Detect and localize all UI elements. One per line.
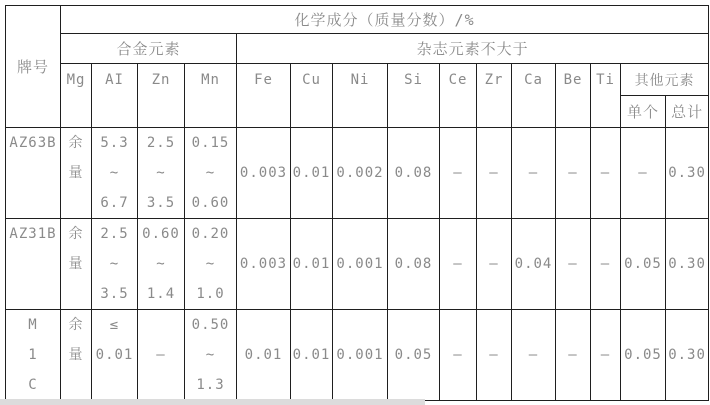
cell-line: 0.003 <box>239 256 288 272</box>
cell-line: — <box>568 256 578 272</box>
cell-line <box>333 279 387 309</box>
cell-fe <box>237 128 291 219</box>
column-header-label: Mg <box>66 72 86 88</box>
cell-line <box>388 279 439 309</box>
column-header-label: Zn <box>151 72 171 88</box>
cell-line <box>237 279 290 309</box>
cell-line <box>621 128 665 158</box>
cell-line <box>291 310 332 340</box>
column-header-si <box>388 64 440 128</box>
cell-line <box>291 128 332 158</box>
cell-line <box>666 188 708 218</box>
cell-mg <box>61 310 92 401</box>
cell-line <box>621 219 665 249</box>
cell-line <box>477 188 511 218</box>
cell-line: 0.01 <box>292 256 331 272</box>
cell-ai <box>92 310 138 401</box>
cell-be <box>556 310 591 401</box>
cell-line: 0.15 <box>191 135 230 151</box>
cell-si <box>388 219 440 310</box>
column-header-ni <box>333 64 388 128</box>
cell-line <box>440 310 476 340</box>
column-header-label: Ti <box>596 72 615 88</box>
cell-line: 0.05 <box>624 256 662 272</box>
cell-line <box>512 219 555 249</box>
column-header-label: Zr <box>484 72 504 88</box>
column-header-label: Mn <box>201 72 220 88</box>
cell-line <box>591 370 620 400</box>
cell-line <box>666 279 708 309</box>
cell-ni <box>333 219 388 310</box>
column-header-label: Cu <box>302 72 321 88</box>
table-row <box>6 310 709 401</box>
cell-line: — <box>453 165 463 181</box>
chemical-composition-table <box>5 5 709 401</box>
cell-line: 0.30 <box>668 165 706 181</box>
cell-line: 0.20 <box>191 226 230 242</box>
cell-line: 量 <box>68 165 84 181</box>
cell-line <box>591 188 620 218</box>
cell-cu <box>291 128 333 219</box>
cell-line <box>477 279 511 309</box>
cell-total <box>666 128 709 219</box>
cell-zr <box>477 310 512 401</box>
column-header-ti <box>591 64 621 128</box>
cell-line: M <box>28 317 38 333</box>
main-title-header: 化学成分（质量分数）/% <box>61 6 709 34</box>
column-header-label: Si <box>404 72 423 88</box>
cell-be <box>556 219 591 310</box>
cell-line: ~ <box>156 256 166 272</box>
cell-line <box>477 310 511 340</box>
cell-line <box>388 219 439 249</box>
cell-line: — <box>600 256 611 272</box>
cell-mn <box>185 128 237 219</box>
cell-line: 余 <box>68 226 84 242</box>
cell-zr <box>477 128 512 219</box>
cell-line <box>333 219 387 249</box>
cell-zn <box>138 219 185 310</box>
other-elements-header: 其他元素 <box>621 64 709 96</box>
cell-line <box>477 128 511 158</box>
column-header-label: Fe <box>254 72 273 88</box>
column-header-ai <box>92 64 138 128</box>
cell-line <box>621 279 665 309</box>
cell-mn <box>185 219 237 310</box>
cell-line: — <box>453 347 463 363</box>
cell-mg <box>61 219 92 310</box>
table-row <box>6 128 709 219</box>
cell-line: AZ31B <box>9 226 57 242</box>
cell-si <box>388 128 440 219</box>
cell-line: 1.4 <box>146 286 176 302</box>
cell-line: 0.003 <box>239 165 288 181</box>
cell-line <box>512 128 555 158</box>
cell-line <box>440 128 476 158</box>
cell-line: 量 <box>68 347 84 363</box>
cell-ce <box>440 310 477 401</box>
cell-line <box>512 279 555 309</box>
cell-line: 0.08 <box>394 256 433 272</box>
cell-grade <box>6 128 61 219</box>
column-header-mn <box>185 64 237 128</box>
cell-line: 余 <box>68 135 84 151</box>
cell-line: 2.5 <box>146 135 176 151</box>
cell-single <box>621 310 666 401</box>
cell-line <box>477 219 511 249</box>
column-header-zn <box>138 64 185 128</box>
cell-line: 1.0 <box>196 286 225 302</box>
cell-line: 0.001 <box>336 347 384 363</box>
cell-line: 0.50 <box>191 317 230 333</box>
cell-zr <box>477 219 512 310</box>
cell-total <box>666 219 709 310</box>
cell-line <box>666 370 708 400</box>
column-header-ce <box>440 64 477 128</box>
cell-line: — <box>489 256 499 272</box>
cell-line <box>512 370 555 400</box>
cell-ce <box>440 128 477 219</box>
cell-line: 0.30 <box>668 347 706 363</box>
cell-line <box>333 370 387 400</box>
cell-line <box>6 188 60 218</box>
cell-line: 0.05 <box>394 347 433 363</box>
cell-line <box>6 158 60 188</box>
cell-line <box>237 219 290 249</box>
cell-grade <box>6 310 61 401</box>
cell-line <box>6 279 60 309</box>
alloy-elements-group-header: 合金元素 <box>61 34 237 64</box>
cell-line: — <box>489 347 499 363</box>
cell-line <box>291 279 332 309</box>
cell-ti <box>591 128 621 219</box>
cell-line <box>666 219 708 249</box>
cell-ni <box>333 310 388 401</box>
cell-line <box>237 310 290 340</box>
cell-line <box>6 249 60 279</box>
cell-line: ~ <box>205 165 216 181</box>
column-header-label: Ca <box>524 72 543 88</box>
cell-total <box>666 310 709 401</box>
cell-line <box>440 188 476 218</box>
cell-line: ~ <box>109 165 120 181</box>
cell-line: ~ <box>156 165 166 181</box>
cell-line: 0.01 <box>292 165 331 181</box>
cell-line <box>591 128 620 158</box>
cell-line <box>556 279 590 309</box>
cell-line <box>440 219 476 249</box>
cell-ca <box>512 128 556 219</box>
cell-grade <box>6 219 61 310</box>
cell-line: — <box>600 165 611 181</box>
cell-line <box>666 128 708 158</box>
cell-line <box>92 370 137 400</box>
cell-line <box>237 370 290 400</box>
cell-line <box>621 310 665 340</box>
cell-line <box>388 310 439 340</box>
cell-line: 0.04 <box>514 256 553 272</box>
cell-ce <box>440 219 477 310</box>
cell-line <box>591 279 620 309</box>
cell-single <box>621 128 666 219</box>
cell-line: 0.60 <box>142 226 180 242</box>
cell-line <box>556 128 590 158</box>
cell-line <box>61 279 91 309</box>
cell-line <box>440 279 476 309</box>
cell-cu <box>291 310 333 401</box>
cell-line <box>333 128 387 158</box>
cell-line <box>621 188 665 218</box>
cell-mn <box>185 310 237 401</box>
cell-line: 6.7 <box>100 195 129 211</box>
cell-line <box>388 370 439 400</box>
cell-line <box>556 188 590 218</box>
cell-line: 1.3 <box>196 377 225 393</box>
cell-line <box>237 128 290 158</box>
cell-line: 0.002 <box>336 165 384 181</box>
cell-single <box>621 219 666 310</box>
cell-line <box>291 370 332 400</box>
cell-line <box>388 188 439 218</box>
cell-line: AZ63B <box>9 135 57 151</box>
cell-line: 3.5 <box>146 195 176 211</box>
cell-line: 0.05 <box>624 347 662 363</box>
cell-mg <box>61 128 92 219</box>
cell-line: — <box>568 165 578 181</box>
cell-zn <box>138 310 185 401</box>
column-header-fe <box>237 64 291 128</box>
grade-column-header: 牌号 <box>6 6 61 128</box>
cell-line: ~ <box>205 347 216 363</box>
cell-line <box>440 370 476 400</box>
cell-line: 0.30 <box>668 256 706 272</box>
cell-line <box>333 188 387 218</box>
cell-line <box>388 128 439 158</box>
cell-line <box>138 370 184 400</box>
cell-line <box>477 370 511 400</box>
bottom-gray-strip <box>0 399 425 405</box>
cell-be <box>556 128 591 219</box>
cell-line: 0.01 <box>244 347 283 363</box>
cell-ti <box>591 219 621 310</box>
column-header-cu <box>291 64 333 128</box>
cell-line: 1 <box>28 347 38 363</box>
cell-fe <box>237 219 291 310</box>
cell-line <box>512 188 555 218</box>
column-header-label: Ce <box>448 72 468 88</box>
cell-line <box>61 370 91 400</box>
cell-line <box>556 310 590 340</box>
cell-line <box>138 310 184 340</box>
cell-line <box>291 219 332 249</box>
cell-ai <box>92 128 138 219</box>
cell-line: — <box>600 347 611 363</box>
cell-line <box>591 219 620 249</box>
cell-ca <box>512 219 556 310</box>
cell-line: 0.01 <box>292 347 331 363</box>
cell-line: 3.5 <box>100 286 129 302</box>
cell-line: 0.01 <box>95 347 134 363</box>
cell-ni <box>333 128 388 219</box>
cell-zn <box>138 128 185 219</box>
cell-fe <box>237 310 291 401</box>
cell-line <box>61 188 91 218</box>
column-header-label: Be <box>563 72 583 88</box>
cell-line: — <box>489 165 499 181</box>
column-header-zr <box>477 64 512 128</box>
cell-line: — <box>568 347 578 363</box>
cell-line: 0.60 <box>191 195 230 211</box>
column-header-be <box>556 64 591 128</box>
cell-line: ≤ <box>109 317 120 333</box>
cell-line <box>556 370 590 400</box>
column-header-label: Ni <box>350 72 370 88</box>
cell-line: — <box>453 256 463 272</box>
cell-ai <box>92 219 138 310</box>
cell-line: — <box>528 347 539 363</box>
cell-line: — <box>638 165 648 181</box>
column-header-label: AI <box>105 72 124 88</box>
cell-line: ~ <box>109 256 120 272</box>
cell-line: — <box>156 347 166 363</box>
cell-line: 余 <box>68 317 84 333</box>
cell-line: 0.001 <box>336 256 384 272</box>
cell-line <box>291 188 332 218</box>
cell-line <box>591 310 620 340</box>
column-header-single: 单个 <box>621 96 666 128</box>
cell-line: C <box>28 377 38 393</box>
cell-line: 0.08 <box>394 165 433 181</box>
cell-line: ~ <box>205 256 216 272</box>
impurity-elements-group-header: 杂志元素不大于 <box>237 34 709 64</box>
cell-line: — <box>528 165 539 181</box>
cell-line: 2.5 <box>100 226 129 242</box>
cell-line <box>666 310 708 340</box>
cell-line <box>333 310 387 340</box>
cell-line <box>621 370 665 400</box>
column-header-ca <box>512 64 556 128</box>
cell-line <box>556 219 590 249</box>
cell-line <box>237 188 290 218</box>
table-row <box>6 219 709 310</box>
cell-ca <box>512 310 556 401</box>
cell-si <box>388 310 440 401</box>
cell-line: 量 <box>68 256 84 272</box>
cell-line: 5.3 <box>100 135 129 151</box>
cell-ti <box>591 310 621 401</box>
cell-cu <box>291 219 333 310</box>
column-header-mg <box>61 64 92 128</box>
cell-line <box>512 310 555 340</box>
column-header-total: 总计 <box>666 96 709 128</box>
